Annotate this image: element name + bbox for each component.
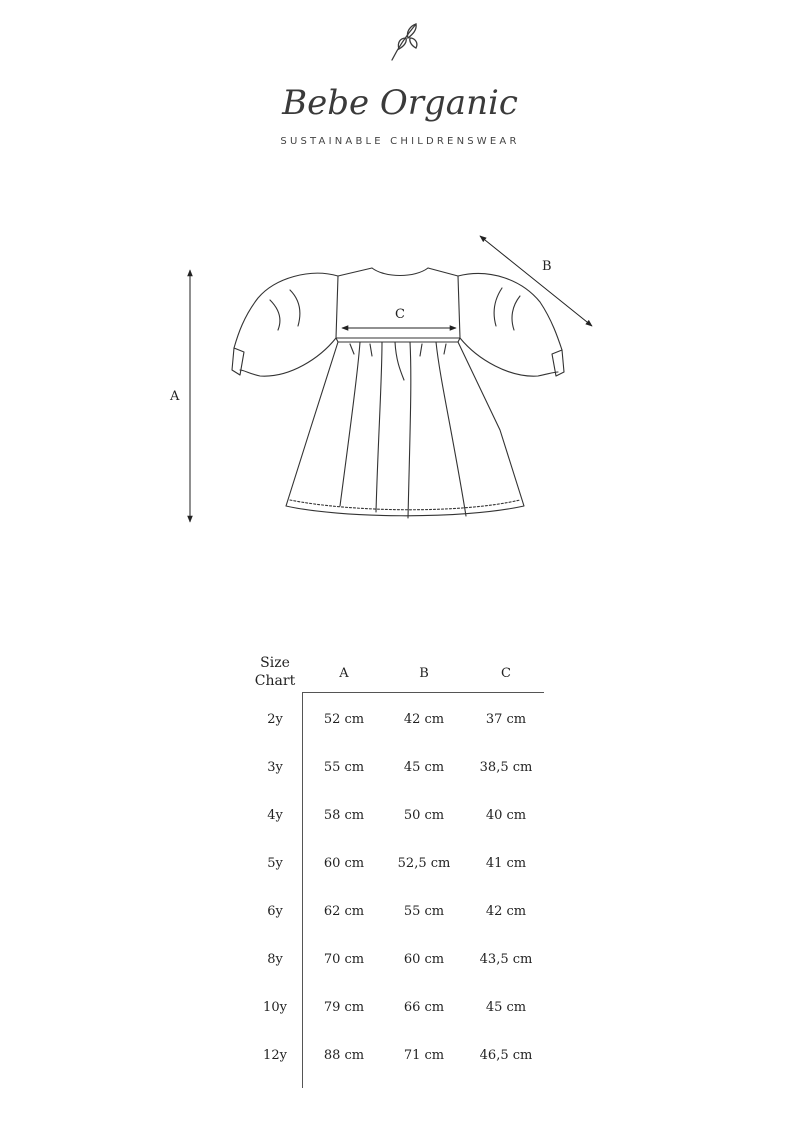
measure-b-cell: 52,5 cm: [397, 856, 451, 871]
measure-c-cell: 42 cm: [485, 904, 527, 919]
column-header-a: A: [339, 666, 349, 681]
measure-b-cell: 42 cm: [403, 712, 445, 727]
size-chart-title-line2: Chart: [254, 673, 296, 689]
column-header-c: C: [501, 666, 511, 681]
size-chart-title-line1: Size: [260, 655, 290, 671]
dimension-a-label: A: [170, 389, 180, 404]
table-row: [248, 806, 548, 826]
measure-b-cell: 50 cm: [403, 808, 445, 823]
measure-a-cell: 55 cm: [323, 760, 365, 775]
measure-c-cell: 43,5 cm: [479, 952, 533, 967]
size-cell: 5y: [267, 856, 283, 871]
measure-b-cell: 71 cm: [403, 1048, 445, 1063]
dress-outline-icon: [160, 230, 620, 530]
measure-a-cell: 58 cm: [323, 808, 365, 823]
measure-c-cell: 41 cm: [485, 856, 527, 871]
table-row: [248, 758, 548, 778]
column-divider: [302, 692, 303, 1088]
measure-b-cell: 55 cm: [403, 904, 445, 919]
table-row: [248, 854, 548, 874]
table-row: [248, 902, 548, 922]
measure-c-cell: 37 cm: [485, 712, 527, 727]
measure-c-cell: 45 cm: [485, 1000, 527, 1015]
measure-a-cell: 52 cm: [323, 712, 365, 727]
size-cell: 8y: [267, 952, 283, 967]
measure-a-cell: 79 cm: [323, 1000, 365, 1015]
size-cell: 6y: [267, 904, 283, 919]
measure-b-cell: 60 cm: [403, 952, 445, 967]
measure-a-cell: 62 cm: [323, 904, 365, 919]
measure-a-cell: 88 cm: [323, 1048, 365, 1063]
brand-tagline: SUSTAINABLE CHILDRENSWEAR: [280, 136, 520, 147]
brand-name-text: Bebe Organic: [282, 83, 518, 123]
measure-c-cell: 46,5 cm: [479, 1048, 533, 1063]
column-header-b: B: [419, 666, 429, 681]
size-chart-title: [248, 654, 302, 690]
size-cell: 3y: [267, 760, 283, 775]
size-cell: 2y: [267, 712, 283, 727]
size-cell: 4y: [267, 808, 283, 823]
table-row: [248, 998, 548, 1018]
measure-b-cell: 45 cm: [403, 760, 445, 775]
table-row: [248, 950, 548, 970]
table-row: [248, 710, 548, 730]
size-chart-table: [248, 654, 548, 1094]
measure-b-cell: 66 cm: [403, 1000, 445, 1015]
measure-a-cell: 60 cm: [323, 856, 365, 871]
size-cell: 12y: [263, 1048, 287, 1063]
brand-name: [250, 78, 550, 126]
header-divider: [302, 692, 544, 693]
dimension-b-label: B: [542, 259, 552, 274]
leaf-sprig-icon: [386, 18, 426, 64]
measure-a-cell: 70 cm: [323, 952, 365, 967]
dimension-c-label: C: [395, 307, 405, 322]
table-row: [248, 1046, 548, 1066]
size-cell: 10y: [263, 1000, 287, 1015]
measure-c-cell: 38,5 cm: [479, 760, 533, 775]
measure-c-cell: 40 cm: [485, 808, 527, 823]
